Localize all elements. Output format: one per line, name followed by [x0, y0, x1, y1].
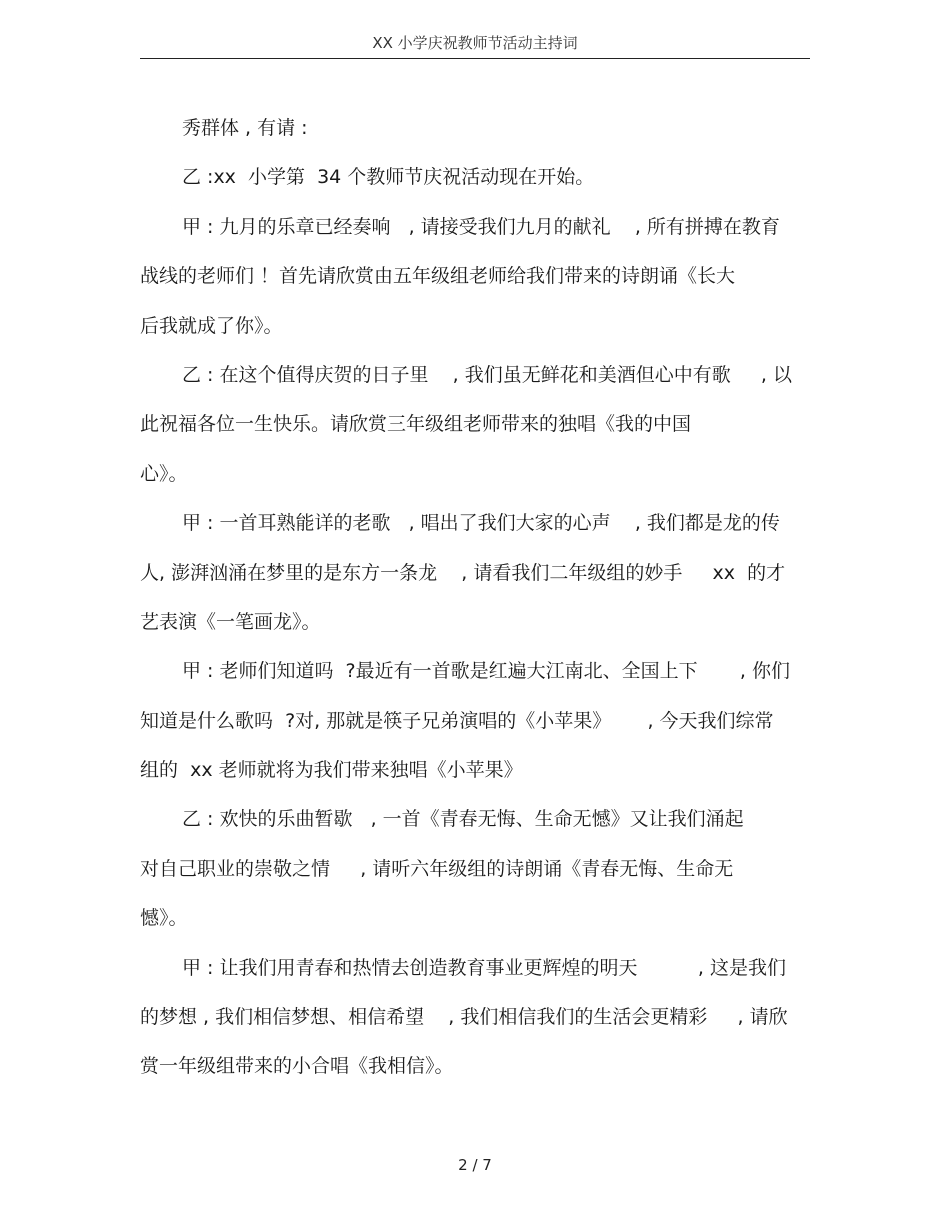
text-line: 乙 : 欢快的乐曲暂歇 , 一首《青春无悔、生命无憾》又让我们涌起: [182, 808, 744, 831]
text-line: 对自己职业的崇敬之情 , 请听六年级组的诗朗诵《青春无悔、生命无: [140, 857, 734, 880]
page-number: 2 / 7: [458, 1156, 492, 1174]
text-line: 人, 澎湃汹涌在梦里的是东方一条龙 , 请看我们二年级组的妙手 xx 的才: [140, 561, 786, 584]
text-line: 战线的老师们 ！首先请欣赏由五年级组老师给我们带来的诗朗诵《长大: [140, 265, 736, 288]
text-line: 乙 :xx 小学第 34 个教师节庆祝活动现在开始。: [182, 166, 595, 189]
text-line: 艺表演《一笔画龙》。: [140, 610, 321, 633]
text-line: 心》。: [140, 462, 188, 485]
text-line: 甲 : 一首耳熟能详的老歌 , 唱出了我们大家的心声 , 我们都是龙的传: [182, 512, 780, 535]
text-line: 甲 : 九月的乐章已经奏响 , 请接受我们九月的献礼 , 所有拼搏在教育: [182, 215, 780, 238]
text-line: 知道是什么歌吗 ?对, 那就是筷子兄弟演唱的《小苹果》 , 今天我们综常: [140, 709, 774, 732]
text-line: 甲 : 老师们知道吗 ?最近有一首歌是红遍大江南北、全国上下 , 你们: [182, 660, 791, 683]
text-line: 甲 : 让我们用青春和热情去创造教育事业更辉煌的明天 , 这是我们: [182, 956, 786, 979]
text-line: 秀群体 , 有请 :: [182, 117, 308, 139]
text-line: 此祝福各位一生快乐。请欣赏三年级组老师带来的独唱《我的中国: [140, 413, 692, 436]
header-title: XX 小学庆祝教师节活动主持词: [372, 34, 578, 52]
text-line: 憾》。: [140, 907, 188, 930]
page-footer: [0, 1156, 950, 1174]
text-line: 后我就成了你》。: [140, 314, 283, 337]
text-line: 乙 : 在这个值得庆贺的日子里 , 我们虽无鲜花和美酒但心中有歌 , 以: [182, 363, 792, 386]
text-line: 组的 xx 老师就将为我们带来独唱《小苹果》: [140, 759, 523, 782]
text-line: 的梦想 , 我们相信梦想、相信希望 , 我们相信我们的生活会更精彩 , 请欣: [140, 1006, 788, 1029]
page-header: [140, 30, 810, 59]
text-line: 赏一年级组带来的小合唱《我相信》。: [140, 1055, 454, 1078]
document-body: [140, 104, 812, 1092]
